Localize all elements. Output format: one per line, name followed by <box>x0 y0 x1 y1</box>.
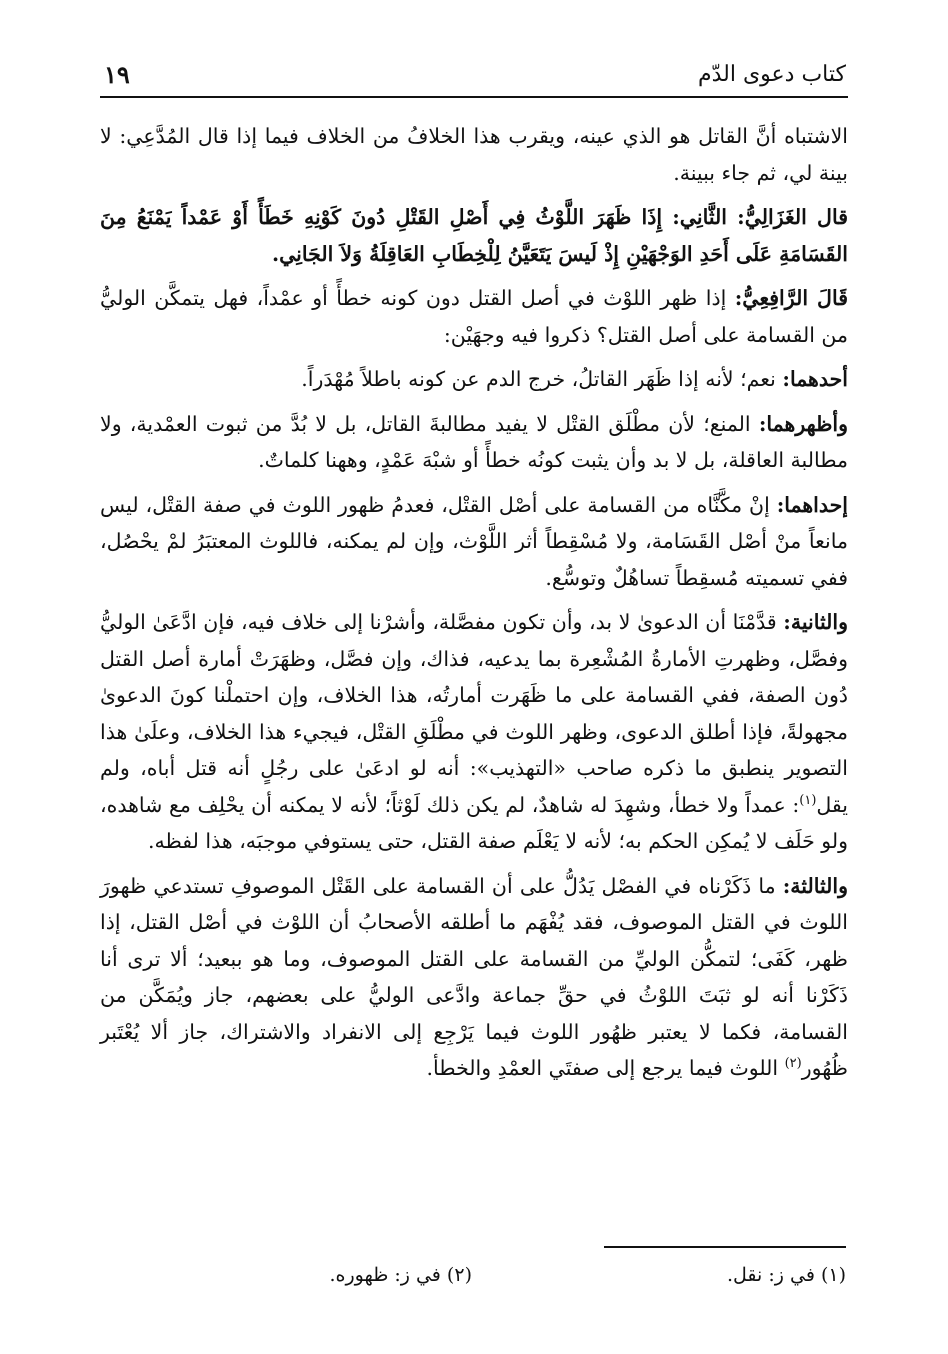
paragraph <box>100 487 848 597</box>
paragraph-lead: أحدهما: <box>782 367 848 391</box>
paragraph-text-tail: اللوث فيما يرجع إلى صفتَي العمْدِ والخطأ. <box>426 1056 785 1080</box>
paragraph-text: المنع؛ لأن مطْلَق القتْل لا يفيد مطالبةَ القاتل، بل لا بُدَّ من ثبوت العمْدية، ولا مطالبة العاقلة، بل لا بد وأن يثبت كونُه خطأً أو شبْهَ عَمْدٍ، وههنا كلماتٌ. <box>100 411 848 472</box>
footnote-2: (٢) في ز: ظهوره. <box>329 1264 472 1286</box>
paragraph-lead: والثالثة: <box>782 873 848 898</box>
footnote-reference[interactable]: (١) <box>799 792 817 808</box>
paragraph-lead: قال الغَزَالِيُّ: الثَّانِي: <box>672 205 848 229</box>
paragraph <box>100 604 848 860</box>
page-number: ١٩ <box>104 60 130 89</box>
paragraph-text: نعم؛ لأنه إذا ظَهَر القاتلُ، خرج الدم عن كونه باطلاً مُهْدَراً. <box>301 367 783 391</box>
paragraph-text: إِذَا ظَهَرَ اللَّوْثُ فِي أَصْلِ القَتْلِ دُونَ كَوْنِهِ خَطَأً أَوْ عَمْداً يَمْنَعُ مِنَ القَسَامَةِ عَلَى أَحَدِ الوَجْهَيْنِ إِذْ لَيسَ يَتَعَيَّنُ لِلْخِطَابِ العَاقِلَةُ وَلاَ الجَانِي. <box>100 205 848 266</box>
paragraph <box>100 406 848 479</box>
paragraph-lead: وأظهرهما: <box>758 411 848 436</box>
paragraph-text: إنْ مكَّنَّاه من القسامة على أصْل القتْل، فعدمُ ظهور اللوث في صفة القتْل، ليس مانعاً منْ أصْل القَسَامة، ولا مُسْقِطاً أثر اللَّوْث، وإن لم يمكنه، فاللوث المعتبَرُ لمْ يحْصُل، ففي تسميته مُسقِطاً تساهُلٌ وتوسُّع. <box>100 492 848 590</box>
paragraph <box>100 361 848 398</box>
footnotes <box>100 1262 848 1298</box>
footnote-1: (١) في ز: نقل. <box>727 1264 846 1286</box>
paragraph-lead: والثانية: <box>783 610 848 634</box>
paragraph <box>100 199 848 272</box>
running-header <box>100 56 848 98</box>
book-title: كتاب دعوى الدّم <box>697 62 846 87</box>
paragraph <box>100 280 848 353</box>
paragraph-text-tail: : عمداً ولا خطأ، وشهِدَ له شاهدٌ، لم يكن ذلك لَوْثاً؛ لأنه لا يمكنه أن يحْلِف مع شاهده، ولو حَلَف لا يُمكِن الحكم به؛ لأنه لا يَعْلَم صفة القتل، حتى يستوفي موجبَه، هذا لفظه. <box>100 792 848 853</box>
footnote-separator <box>604 1246 846 1248</box>
paragraph-text: الاشتباه أنَّ القاتل هو الذي عينه، ويقرب هذا الخلافُ من الخلاف فيما إذا قال المُدَّعِي: لا بينة لي، ثم جاء ببينة. <box>100 124 848 185</box>
paragraph-text: إذا ظهر اللوْث في أصل القتل دون كونه خطأً أو عمْداً، فهل يتمكَّن الوليُّ من القسامة على أصل القتل؟ ذكروا فيه وجهَيْن: <box>100 286 848 347</box>
paragraph-text: ما ذَكَرْناه في الفصْل يَدُلُّ على أن القسامة على القَتْل الموصوفِ تستدعي ظهورَ اللوث في القتل الموصوف، فقد يُفْهَم ما أطلقه الأصحابُ أن اللوْث في أصْل القتل، إذا ظهر، كَفَى؛ لتمكُّن الوليِّ من القسامة على القتل الموصوف، وما هو ببعيد؛ ألا ترى أنا ذَكَرْنا أنه لو ثبَتَ اللوْثُ في حقِّ جماعة وادَّعى الوليُّ على بعضهم، جاز ويُمَكَّن من القسامة، فكما لا يعتبر ظهُور اللوث فيما يَرْجِع إلى الانفراد والاشتراك، جاز ألا يُعْتَبر ظُهُور <box>100 873 848 1080</box>
paragraph-text: قدَّمْنَا أن الدعوىٰ لا بد، وأن تكون مفصَّلة، وأشرْنا إلى خلاف فيه، فإن ادَّعَىٰ الوليُّ وفصَّل، وظهرتِ الأمارةُ المُشْعِرة بما يدعيه، فذاك، وإن فصَّل، وظهَرَتْ أمارة أصل القتل دُون الصفة، ففي القسامة على ما ظَهَرت أمارتُه، هذا الخلاف، وإن احتملْنا كونَ الدعوىٰ مجهولةً، فإذا أطلق الدعوى، وظهر اللوث في مطْلَقِ القتْل، فيجيء هذا الخلاف، وعلَىٰ هذا التصوير ينطبق ما ذكره صاحب «التهذيب»: أنه لو ادعَىٰ على رجُلٍ أنه قتل أباه، ولم يقل <box>100 610 848 817</box>
footnote-reference[interactable]: (٢) <box>784 1056 802 1072</box>
paragraph <box>100 118 848 191</box>
paragraph <box>100 868 848 1087</box>
paragraph-lead: قَالَ الرَّافِعِيُّ: <box>734 286 849 310</box>
paragraph-lead: إحداهما: <box>776 492 848 517</box>
main-text <box>100 118 848 1095</box>
